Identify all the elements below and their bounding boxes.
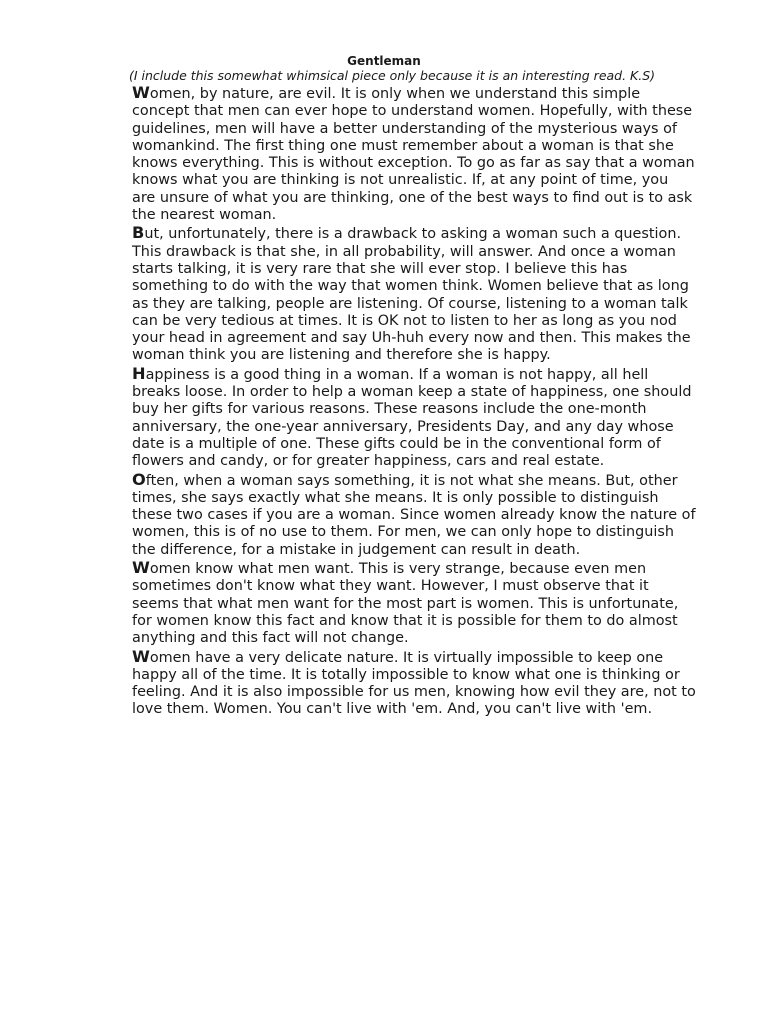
paragraph-text: omen have a very delicate nature. It is virtually impossible to keep one happy all of the time. It is totally impossible to know what one is thinking or feeling. And it is also impossible for us men, knowing how evil they are, not to love them. Women. You can't live with 'em. And, you can't live with 'em. [132, 649, 696, 718]
document-title: Gentleman [347, 54, 421, 68]
paragraph [132, 471, 696, 559]
paragraph [132, 559, 696, 647]
paragraph [132, 84, 696, 224]
paragraph-text: ften, when a woman says something, it is not what she means. But, other times, she says exactly what she means. It is only possible to distinguish these two cases if you are a woman. Since women already know the nature of women, this is of no use to them. For men, we can only hope to distinguish the difference, for a mistake in judgement can result in death. [132, 472, 696, 558]
paragraph [132, 224, 696, 364]
paragraph-text: appiness is a good thing in a woman. If a woman is not happy, all hell breaks loose. In order to help a woman keep a state of happiness, one should buy her gifts for various reasons. These reasons include the one-month anniversary, the one-year anniversary, Presidents Day, and any day whose date is a multiple of one. These gifts could be in the conventional form of flowers and candy, or for greater happiness, cars and real estate. [132, 366, 692, 470]
paragraph-text: omen know what men want. This is very strange, because even men sometimes don't know what they want. However, I must observe that it seems that what men want for the most part is women. This is unfortunate, for women know this fact and know that it is possible for them to do almost anything and this fact will not change. [132, 561, 679, 647]
drop-letter: H [132, 363, 146, 383]
drop-letter: B [132, 223, 145, 243]
drop-letter: O [132, 469, 146, 489]
drop-letter: W [132, 83, 150, 102]
paragraph [132, 648, 696, 719]
paragraph-text: ut, unfortunately, there is a drawback to asking a woman such a question. This drawback is that she, in all probability, will answer. And once a woman starts talking, it is very rare that she will ever stop. I believe this has something to do with the way that women think. Women believe that as long as they are talking, people are listening. Of course, listening to a woman talk can be very tedious at times. It is OK not to listen to her as long as you nod your head in agreement and say Uh-huh every now and then. This makes the woman think you are listening and therefore she is happy. [132, 226, 691, 364]
document-note: (I include this somewhat whimsical piece only because it is an interesting read. K.S) [128, 68, 656, 83]
paragraph-text: omen, by nature, are evil. It is only when we understand this simple concept that men can ever hope to understand women. Hopefully, with these guidelines, men will have a better understanding of the mysterious ways of womankind. The first thing one must remember about a woman is that she knows everything. This is without exception. To go as far as say that a woman knows what you are thinking is not unrealistic. If, at any point of time, you are unsure of what you are thinking, one of the best ways to find out is to ask the nearest woman. [132, 86, 695, 224]
paragraph [132, 365, 696, 471]
document-body [132, 84, 696, 719]
drop-letter: W [132, 646, 150, 666]
drop-letter: W [132, 558, 150, 578]
